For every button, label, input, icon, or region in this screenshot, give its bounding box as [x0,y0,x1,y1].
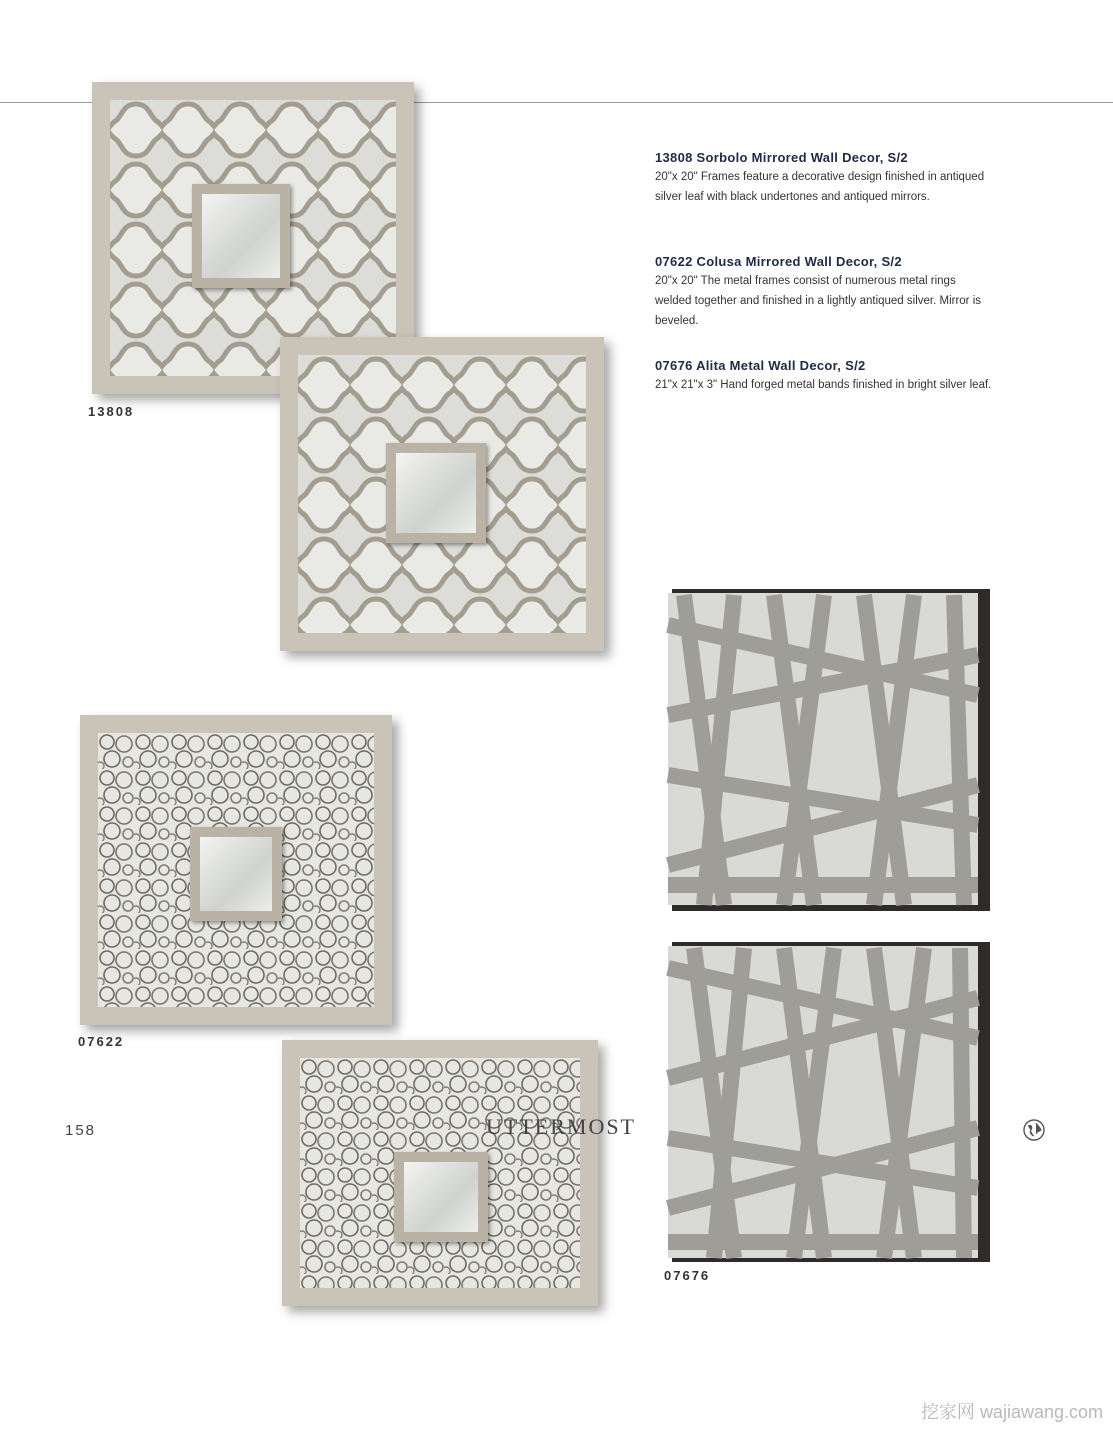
product-image-07676-b [664,938,990,1264]
product-title: 07622 Colusa Mirrored Wall Decor, S/2 [655,254,902,269]
brand-name: UTTERMOST [486,1114,636,1139]
product-image-07622-b [282,1040,598,1306]
product-image-07676-a [664,585,990,913]
globe-icon [1022,1118,1046,1142]
metal-bands-icon [664,585,990,913]
product-title: 07676 Alita Metal Wall Decor, S/2 [655,358,866,373]
page-number: 158 [65,1122,97,1139]
center-beveled-mirror [190,827,282,921]
product-description-07676 [655,358,995,395]
watermark-text: 挖家网 wajiawang.com [920,1402,1103,1422]
product-text: 20"x 20" The metal frames consist of numerous metal rings welded together and finished in a lightly antiqued silver. Mirror is beveled. [655,275,982,327]
center-beveled-mirror [394,1152,488,1242]
product-image-13808-b [280,337,604,651]
product-image-07622-a [80,715,392,1025]
product-description-07622 [655,254,995,331]
center-mirror [192,184,290,288]
product-description-13808 [655,150,995,207]
product-code-label: 07622 [78,1034,125,1049]
product-title: 13808 Sorbolo Mirrored Wall Decor, S/2 [655,150,908,165]
product-code-label: 13808 [88,404,135,419]
metal-bands-icon [664,938,990,1264]
product-text: 20"x 20" Frames feature a decorative design finished in antiqued silver leaf with black undertones and antiqued mirrors. [655,171,985,203]
center-mirror [386,443,486,543]
product-code-label: 07676 [664,1268,711,1283]
product-text: 21"x 21"x 3" Hand forged metal bands finished in bright silver leaf. [655,379,992,391]
